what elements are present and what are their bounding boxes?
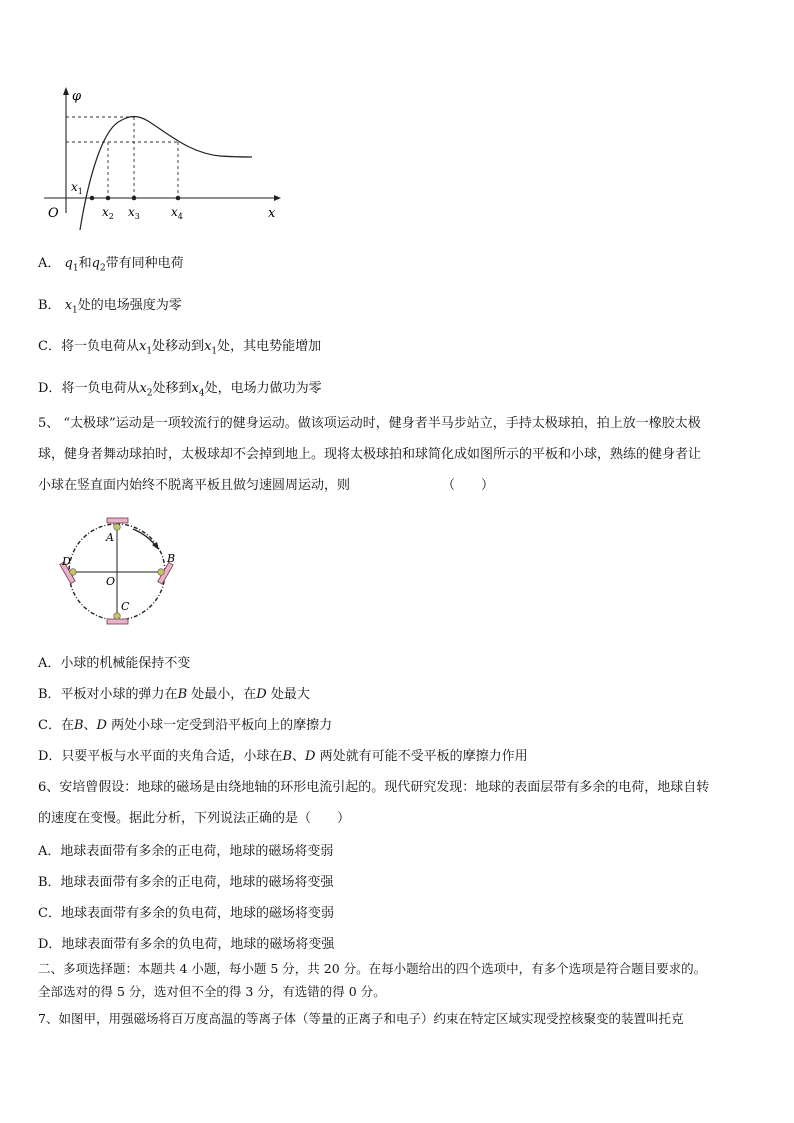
q4-option-d[interactable]: D．将一负电荷从$x_2$处移到$x_4$处，电场力做功为零 <box>38 381 322 399</box>
q6-option-b[interactable]: B．地球表面带有多余的正电荷，地球的磁场将变强 <box>38 875 334 890</box>
label-d: D <box>62 555 71 568</box>
q6-option-c[interactable]: C．地球表面带有多余的负电荷，地球的磁场将变弱 <box>38 906 334 921</box>
label-c: C <box>121 600 130 613</box>
plate-c <box>107 619 128 624</box>
label-a: A <box>106 531 114 544</box>
q6-option-a[interactable]: A．地球表面带有多余的正电荷，地球的磁场将变弱 <box>38 844 334 859</box>
q4-option-b[interactable]: B． $x_1$处的电场强度为零 <box>38 298 182 316</box>
label-b: B <box>167 552 176 565</box>
x-axis-arrow <box>274 195 281 201</box>
x4-label: $x_4$ <box>171 205 183 221</box>
q5-option-a[interactable]: A．小球的机械能保持不变 <box>38 656 191 671</box>
y-axis-arrow <box>63 87 69 95</box>
y-axis-label: φ <box>72 89 82 104</box>
x2-label: $x_2$ <box>102 205 114 221</box>
ball-b <box>158 569 165 576</box>
q5-stem <box>38 408 760 501</box>
section2-line-2: 全部选对的得 5 分，选对但不全的得 3 分，有选错的得 0 分。 <box>38 984 386 999</box>
x3-point <box>132 196 137 201</box>
q5-option-d[interactable]: D．只要平板与水平面的夹角合适，小球在B、D 两处就有可能不受平板的摩擦力作用 <box>38 749 528 764</box>
q5-line-1: 5、 “太极球”运动是一项较流行的健身运动。做该项运动时，健身者半马步站立，手持太极球拍，拍上放一橡胶太极 <box>38 416 701 431</box>
x3-label: $x_3$ <box>128 205 140 221</box>
q6-stem <box>38 772 760 834</box>
q6-line-2: 的速度在变慢。据此分析，下列说法正确的是（ ） <box>38 811 351 826</box>
q4-option-a[interactable]: A． $q_1$和$q_2$带有同种电荷 <box>38 256 184 274</box>
section2-line-1: 二、多项选择题：本题共 4 小题，每小题 5 分，共 20 分。在每小题给出的四个选项中，有多个选项是符合题目要求的。 <box>38 961 707 976</box>
q5-line-3: 小球在竖直面内始终不脱离平板且做匀速圆周运动，则 （ ） <box>38 478 495 493</box>
q4-option-c[interactable]: C．将一负电荷从$x_1$处移动到$x_1$处，其电势能增加 <box>38 339 322 357</box>
rotation-arrow <box>133 529 155 545</box>
x-axis-label: x <box>268 206 276 221</box>
x1-point <box>90 196 95 201</box>
q5-option-b[interactable]: B．平板对小球的弹力在B 处最小，在D 处最大 <box>38 687 310 702</box>
x1-label: $x_1$ <box>71 180 83 196</box>
potential-graph <box>40 85 290 230</box>
plate-a <box>107 518 128 523</box>
q6-option-d[interactable]: D．地球表面带有多余的负电荷，地球的磁场将变强 <box>38 937 335 952</box>
taiji-ball-diagram <box>55 515 190 630</box>
origin-label: O <box>48 206 59 221</box>
q5-option-c[interactable]: C．在B、D 两处小球一定受到沿平板向上的摩擦力 <box>38 718 333 733</box>
ball-c <box>114 613 121 620</box>
ball-a <box>114 524 121 531</box>
q5-line-2: 球，健身者舞动球拍时，太极球却不会掉到地上。现将太极球拍和球简化成如图所示的平板和小球，熟练的健身者让 <box>38 447 702 462</box>
x4-point <box>176 196 181 201</box>
ball-d <box>70 569 77 576</box>
q6-line-1: 6、安培曾假设：地球的磁场是由绕地轴的环形电流引起的。现代研究发现：地球的表面层带有多余的电荷，地球自转 <box>38 780 710 795</box>
q7-line-1: 7、如图甲，用强磁场将百万度高温的等离子体（等量的正离子和电子）约束在特定区域实现受控核聚变的装置叫托克 <box>38 1011 684 1026</box>
label-o: O <box>106 575 116 588</box>
q5-answer-bracket: （ ） <box>442 478 495 493</box>
x2-point <box>106 196 111 201</box>
